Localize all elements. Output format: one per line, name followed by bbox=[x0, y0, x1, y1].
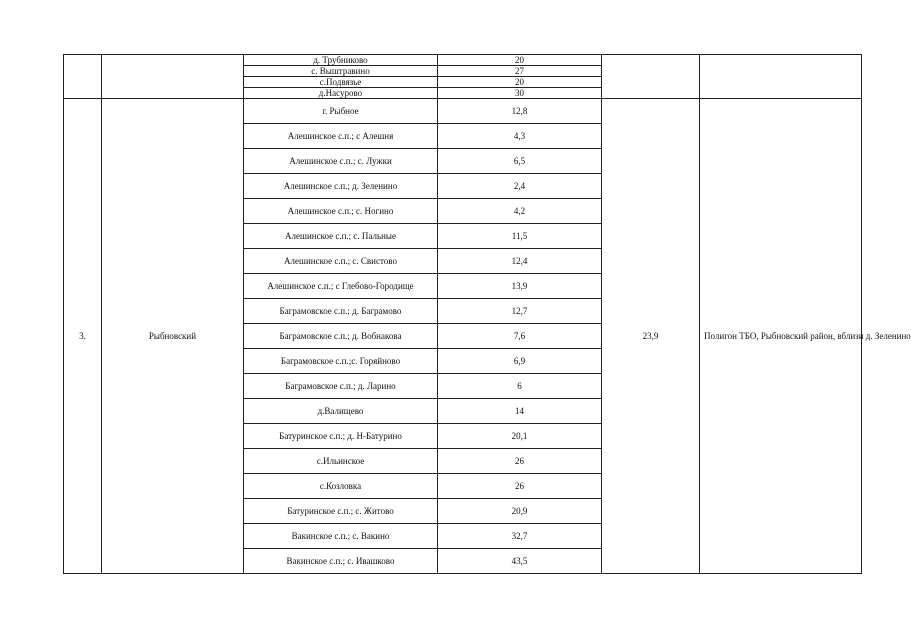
settlement-cell: Баграмовское с.п.;с. Горяйново bbox=[244, 349, 438, 374]
settlement-cell: с. Выштравино bbox=[244, 66, 438, 77]
settlement-cell: с.Подвязье bbox=[244, 77, 438, 88]
settlement-cell: Баграмовское с.п.; д. Баграмово bbox=[244, 299, 438, 324]
settlement-cell: Алешинское с.п.; с Глебово-Городище bbox=[244, 274, 438, 299]
settlement-cell: Алешинское с.п.; с. Лужки bbox=[244, 149, 438, 174]
table-row bbox=[64, 55, 862, 66]
distance-cell: 12,4 bbox=[438, 249, 602, 274]
distance-cell: 7,6 bbox=[438, 324, 602, 349]
distance-cell: 20 bbox=[438, 77, 602, 88]
distance-cell: 32,7 bbox=[438, 524, 602, 549]
distance-cell: 6,5 bbox=[438, 149, 602, 174]
district-cell bbox=[102, 55, 244, 99]
settlement-cell: Баграмовское с.п.; д. Вобнакова bbox=[244, 324, 438, 349]
settlement-cell: Алешинское с.п.; с. Пальные bbox=[244, 224, 438, 249]
distance-cell: 4,2 bbox=[438, 199, 602, 224]
settlement-cell: Алешинское с.п.; с. Свистово bbox=[244, 249, 438, 274]
distance-cell: 26 bbox=[438, 474, 602, 499]
settlement-cell: с.Ильинское bbox=[244, 449, 438, 474]
distance-cell: 43,5 bbox=[438, 549, 602, 574]
distance-cell: 26 bbox=[438, 449, 602, 474]
settlement-cell: с.Козловка bbox=[244, 474, 438, 499]
settlement-cell: г. Рыбное bbox=[244, 99, 438, 124]
settlement-cell: Баграмовское с.п.; д. Ларино bbox=[244, 374, 438, 399]
settlement-cell: Алешинское с.п.; с. Ногино bbox=[244, 199, 438, 224]
settlement-cell: Алешинское с.п.; с Алешня bbox=[244, 124, 438, 149]
distance-cell: 13,9 bbox=[438, 274, 602, 299]
distance-cell: 12,8 bbox=[438, 99, 602, 124]
settlement-cell: Вакинское с.п.; с. Ивашково bbox=[244, 549, 438, 574]
distance-cell: 20,9 bbox=[438, 499, 602, 524]
number-cell bbox=[64, 55, 102, 99]
number-cell: 3. bbox=[64, 99, 102, 574]
distance-cell: 20,1 bbox=[438, 424, 602, 449]
total-distance-cell: 23,9 bbox=[602, 99, 700, 574]
distance-cell: 11,5 bbox=[438, 224, 602, 249]
settlement-cell: д. Трубниково bbox=[244, 55, 438, 66]
settlement-cell: д.Насурово bbox=[244, 88, 438, 99]
distance-cell: 6 bbox=[438, 374, 602, 399]
distance-cell: 4,3 bbox=[438, 124, 602, 149]
distance-cell: 6,9 bbox=[438, 349, 602, 374]
settlement-cell: Алешинское с.п.; д. Зеленино bbox=[244, 174, 438, 199]
table-row bbox=[64, 99, 862, 124]
settlement-cell: Батуринское с.п.; с. Житово bbox=[244, 499, 438, 524]
settlement-cell: Батуринское с.п.; д. Н-Батурино bbox=[244, 424, 438, 449]
settlement-cell: Вакинское с.п.; с. Вакино bbox=[244, 524, 438, 549]
landfill-cell: Полигон ТБО, Рыбновский район, вблизи д. Зеленино bbox=[700, 99, 862, 574]
distance-cell: 30 bbox=[438, 88, 602, 99]
distance-cell: 14 bbox=[438, 399, 602, 424]
routes-table-body bbox=[64, 55, 911, 574]
distance-cell: 12,7 bbox=[438, 299, 602, 324]
routes-table bbox=[63, 54, 911, 574]
landfill-cell bbox=[700, 55, 862, 99]
total-distance-cell bbox=[602, 55, 700, 99]
settlement-cell: д.Валищево bbox=[244, 399, 438, 424]
distance-cell: 27 bbox=[438, 66, 602, 77]
district-cell: Рыбновский bbox=[102, 99, 244, 574]
distance-cell: 2,4 bbox=[438, 174, 602, 199]
distance-cell: 20 bbox=[438, 55, 602, 66]
